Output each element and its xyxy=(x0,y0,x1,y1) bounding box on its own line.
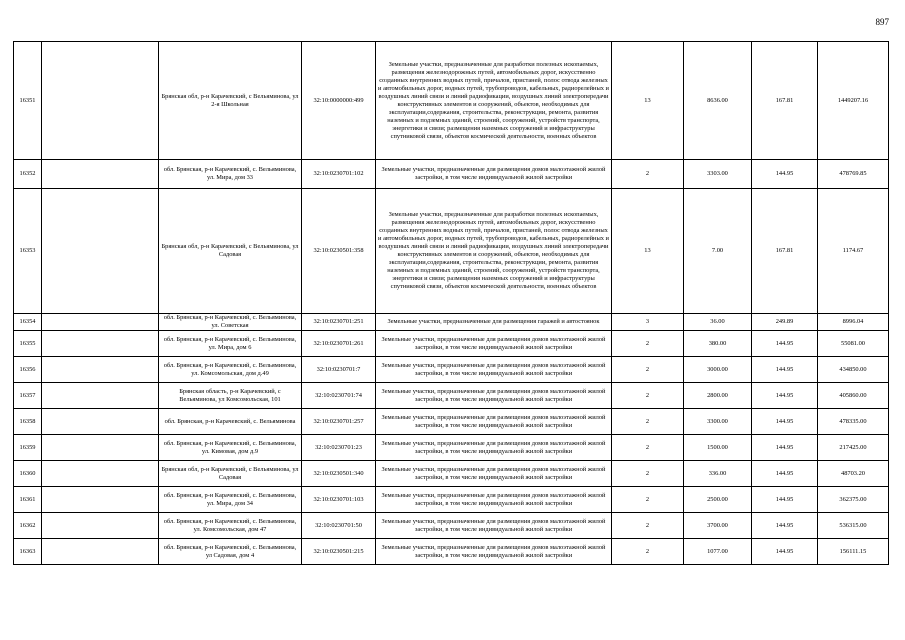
cadastral-number-cell: 32:10:0230701:103 xyxy=(302,487,376,513)
cadastral-value-cell: 48703.20 xyxy=(818,461,889,487)
address-cell: обл. Брянская, р-н Карачевский, с. Вельяминова, ул. Мира, дом 33 xyxy=(159,160,302,189)
specific-value-cell: 167.81 xyxy=(752,189,818,314)
cadastral-value-cell: 478769.85 xyxy=(818,160,889,189)
row-id-cell: 16353 xyxy=(14,189,42,314)
land-registry-table xyxy=(13,41,889,565)
specific-value-cell: 144.95 xyxy=(752,160,818,189)
land-purpose-cell: Земельные участки, предназначенные для размещения домов малоэтажной жилой застройки, в том числе индивидуальной жилой застройки xyxy=(376,383,612,409)
cadastral-number-cell: 32:10:0230701:74 xyxy=(302,383,376,409)
address-cell: обл. Брянская, р-н Карачевский, с. Вельяминова, ул. Советская xyxy=(159,314,302,331)
land-purpose-cell: Земельные участки, предназначенные для размещения домов малоэтажной жилой застройки, в том числе индивидуальной жилой застройки xyxy=(376,357,612,383)
land-purpose-cell: Земельные участки, предназначенные для размещения домов малоэтажной жилой застройки, в том числе индивидуальной жилой застройки xyxy=(376,409,612,435)
row-id-cell: 16361 xyxy=(14,487,42,513)
table-row xyxy=(14,487,889,513)
address-cell: Брянская обл, р-н Карачевский, с Вельяминова, ул Садовая xyxy=(159,461,302,487)
area-cell: 3000.00 xyxy=(684,357,752,383)
land-type-code-cell: 13 xyxy=(612,42,684,160)
row-id-cell: 16363 xyxy=(14,539,42,565)
cadastral-number-cell: 32:10:0230501:358 xyxy=(302,189,376,314)
area-cell: 3303.00 xyxy=(684,160,752,189)
land-type-code-cell: 2 xyxy=(612,331,684,357)
table-row xyxy=(14,160,889,189)
area-cell: 2500.00 xyxy=(684,487,752,513)
land-type-code-cell: 2 xyxy=(612,539,684,565)
area-cell: 36.00 xyxy=(684,314,752,331)
land-type-code-cell: 2 xyxy=(612,383,684,409)
land-purpose-cell: Земельные участки, предназначенные для размещения гаражей и автостоянок xyxy=(376,314,612,331)
land-type-code-cell: 2 xyxy=(612,409,684,435)
cadastral-number-cell: 32:10:0230501:215 xyxy=(302,539,376,565)
empty-cell xyxy=(42,409,159,435)
land-purpose-cell: Земельные участки, предназначенные для размещения домов малоэтажной жилой застройки, в том числе индивидуальной жилой застройки xyxy=(376,487,612,513)
cadastral-value-cell: 362375.00 xyxy=(818,487,889,513)
empty-cell xyxy=(42,42,159,160)
table-row xyxy=(14,42,889,160)
empty-cell xyxy=(42,513,159,539)
land-purpose-cell: Земельные участки, предназначенные для размещения домов малоэтажной жилой застройки, в том числе индивидуальной жилой застройки xyxy=(376,539,612,565)
cadastral-value-cell: 1449207.16 xyxy=(818,42,889,160)
land-purpose-cell: Земельные участки, предназначенные для размещения домов малоэтажной жилой застройки, в том числе индивидуальной жилой застройки xyxy=(376,160,612,189)
specific-value-cell: 144.95 xyxy=(752,435,818,461)
address-cell: обл. Брянская, р-н Карачевский, с. Вельяминова, ул. Мира, дом 34 xyxy=(159,487,302,513)
table-row xyxy=(14,435,889,461)
area-cell: 1077.00 xyxy=(684,539,752,565)
cadastral-number-cell: 32:10:0230701:102 xyxy=(302,160,376,189)
table-row xyxy=(14,383,889,409)
address-cell: Брянская обл, р-н Карачевский, с Вельяминова, ул Садовая xyxy=(159,189,302,314)
land-purpose-cell: Земельные участки, предназначенные для размещения домов малоэтажной жилой застройки, в том числе индивидуальной жилой застройки xyxy=(376,435,612,461)
address-cell: обл. Брянская, р-н Карачевский, с. Вельяминова xyxy=(159,409,302,435)
cadastral-value-cell: 405860.00 xyxy=(818,383,889,409)
address-cell: обл. Брянская, р-н Карачевский, с. Вельяминова, ул. Комсомольская, дом 47 xyxy=(159,513,302,539)
land-type-code-cell: 2 xyxy=(612,461,684,487)
specific-value-cell: 144.95 xyxy=(752,409,818,435)
address-cell: обл. Брянская, р-н Карачевский, с. Вельяминова, ул. Кимовая, дом д.9 xyxy=(159,435,302,461)
table-row xyxy=(14,357,889,383)
land-type-code-cell: 2 xyxy=(612,513,684,539)
specific-value-cell: 144.95 xyxy=(752,513,818,539)
empty-cell xyxy=(42,314,159,331)
area-cell: 3300.00 xyxy=(684,409,752,435)
area-cell: 8636.00 xyxy=(684,42,752,160)
land-purpose-cell: Земельные участки, предназначенные для разработки полезных ископаемых, размещения железнодорожных путей, автомобильных дорог, искусственно созданных внутренних водных путей, причалов, пристаней, полос отвода железных и автомобильных дорог, водных путей, трубопроводов, кабельных, радиорелейных и воздушных линий связи и линий радиофикации, воздушных линий электропередачи конструктивных элементов и сооружений, объектов, необходимых для эксплуатации,содержания, строительства, реконструкции, ремонта, развития наземных и подземных зданий, строений, сооружений, устройств транспорта, энергетики и связи; размещения наземных сооружений и инфраструктуры спутниковой связи, объектов космической деятельности, военных объектов xyxy=(376,189,612,314)
table-row xyxy=(14,189,889,314)
table-row xyxy=(14,314,889,331)
empty-cell xyxy=(42,487,159,513)
land-type-code-cell: 3 xyxy=(612,314,684,331)
cadastral-value-cell: 478335.00 xyxy=(818,409,889,435)
specific-value-cell: 144.95 xyxy=(752,487,818,513)
empty-cell xyxy=(42,383,159,409)
cadastral-value-cell: 156111.15 xyxy=(818,539,889,565)
cadastral-number-cell: 32:10:0000000:499 xyxy=(302,42,376,160)
area-cell: 7.00 xyxy=(684,189,752,314)
cadastral-number-cell: 32:10:0230701:23 xyxy=(302,435,376,461)
cadastral-value-cell: 55081.00 xyxy=(818,331,889,357)
cadastral-number-cell: 32:10:0230701:257 xyxy=(302,409,376,435)
row-id-cell: 16359 xyxy=(14,435,42,461)
cadastral-number-cell: 32:10:0230701:261 xyxy=(302,331,376,357)
area-cell: 3700.00 xyxy=(684,513,752,539)
cadastral-number-cell: 32:10:0230501:340 xyxy=(302,461,376,487)
empty-cell xyxy=(42,539,159,565)
empty-cell xyxy=(42,435,159,461)
area-cell: 1500.00 xyxy=(684,435,752,461)
specific-value-cell: 144.95 xyxy=(752,383,818,409)
cadastral-value-cell: 434850.00 xyxy=(818,357,889,383)
land-purpose-cell: Земельные участки, предназначенные для размещения домов малоэтажной жилой застройки, в том числе индивидуальной жилой застройки xyxy=(376,331,612,357)
land-purpose-cell: Земельные участки, предназначенные для разработки полезных ископаемых, размещения железнодорожных путей, автомобильных дорог, искусственно созданных внутренних водных путей, причалов, пристаней, полос отвода железных и автомобильных дорог, водных путей, трубопроводов, кабельных, радиорелейных и воздушных линий связи и линий радиофикации, воздушных линий электропередачи конструктивных элементов и сооружений, объектов, необходимых для эксплуатации,содержания, строительства, реконструкции, ремонта, развития наземных и подземных зданий, строений, сооружений, устройств транспорта, энергетики и связи; размещения наземных сооружений и инфраструктуры спутниковой связи, объектов космической деятельности, военных объектов xyxy=(376,42,612,160)
table-row xyxy=(14,539,889,565)
table-row xyxy=(14,409,889,435)
row-id-cell: 16362 xyxy=(14,513,42,539)
table-row xyxy=(14,461,889,487)
row-id-cell: 16357 xyxy=(14,383,42,409)
address-cell: Брянская область, р-н Карачевский, с Вельяминова, ул Комсомольская, 101 xyxy=(159,383,302,409)
address-cell: обл. Брянская, р-н Карачевский, с. Вельяминова, ул. Мира, дом 6 xyxy=(159,331,302,357)
cadastral-value-cell: 1174.67 xyxy=(818,189,889,314)
table-row xyxy=(14,331,889,357)
row-id-cell: 16355 xyxy=(14,331,42,357)
specific-value-cell: 249.89 xyxy=(752,314,818,331)
cadastral-number-cell: 32:10:0230701:251 xyxy=(302,314,376,331)
row-id-cell: 16358 xyxy=(14,409,42,435)
empty-cell xyxy=(42,331,159,357)
row-id-cell: 16354 xyxy=(14,314,42,331)
page-number: 897 xyxy=(875,17,889,27)
cadastral-value-cell: 217425.00 xyxy=(818,435,889,461)
table-row xyxy=(14,513,889,539)
land-type-code-cell: 2 xyxy=(612,357,684,383)
land-purpose-cell: Земельные участки, предназначенные для размещения домов малоэтажной жилой застройки, в том числе индивидуальной жилой застройки xyxy=(376,513,612,539)
specific-value-cell: 144.95 xyxy=(752,539,818,565)
row-id-cell: 16360 xyxy=(14,461,42,487)
specific-value-cell: 144.95 xyxy=(752,461,818,487)
specific-value-cell: 167.81 xyxy=(752,42,818,160)
row-id-cell: 16351 xyxy=(14,42,42,160)
empty-cell xyxy=(42,461,159,487)
address-cell: обл. Брянская, р-н Карачевский, с. Вельяминова, ул Садовая, дом 4 xyxy=(159,539,302,565)
land-type-code-cell: 2 xyxy=(612,160,684,189)
row-id-cell: 16352 xyxy=(14,160,42,189)
specific-value-cell: 144.95 xyxy=(752,357,818,383)
empty-cell xyxy=(42,160,159,189)
address-cell: Брянская обл, р-н Карачевский, с Вельяминова, ул 2-я Школьная xyxy=(159,42,302,160)
land-purpose-cell: Земельные участки, предназначенные для размещения домов малоэтажной жилой застройки, в том числе индивидуальной жилой застройки xyxy=(376,461,612,487)
area-cell: 380.00 xyxy=(684,331,752,357)
area-cell: 2800.00 xyxy=(684,383,752,409)
empty-cell xyxy=(42,189,159,314)
cadastral-value-cell: 536315.00 xyxy=(818,513,889,539)
cadastral-number-cell: 32:10:0230701:7 xyxy=(302,357,376,383)
cadastral-number-cell: 32:10:0230701:50 xyxy=(302,513,376,539)
row-id-cell: 16356 xyxy=(14,357,42,383)
area-cell: 336.00 xyxy=(684,461,752,487)
address-cell: обл. Брянская, р-н Карачевский, с. Вельяминова, ул. Комсомольская, дом д.49 xyxy=(159,357,302,383)
land-type-code-cell: 13 xyxy=(612,189,684,314)
empty-cell xyxy=(42,357,159,383)
specific-value-cell: 144.95 xyxy=(752,331,818,357)
cadastral-value-cell: 8996.04 xyxy=(818,314,889,331)
land-type-code-cell: 2 xyxy=(612,487,684,513)
land-type-code-cell: 2 xyxy=(612,435,684,461)
